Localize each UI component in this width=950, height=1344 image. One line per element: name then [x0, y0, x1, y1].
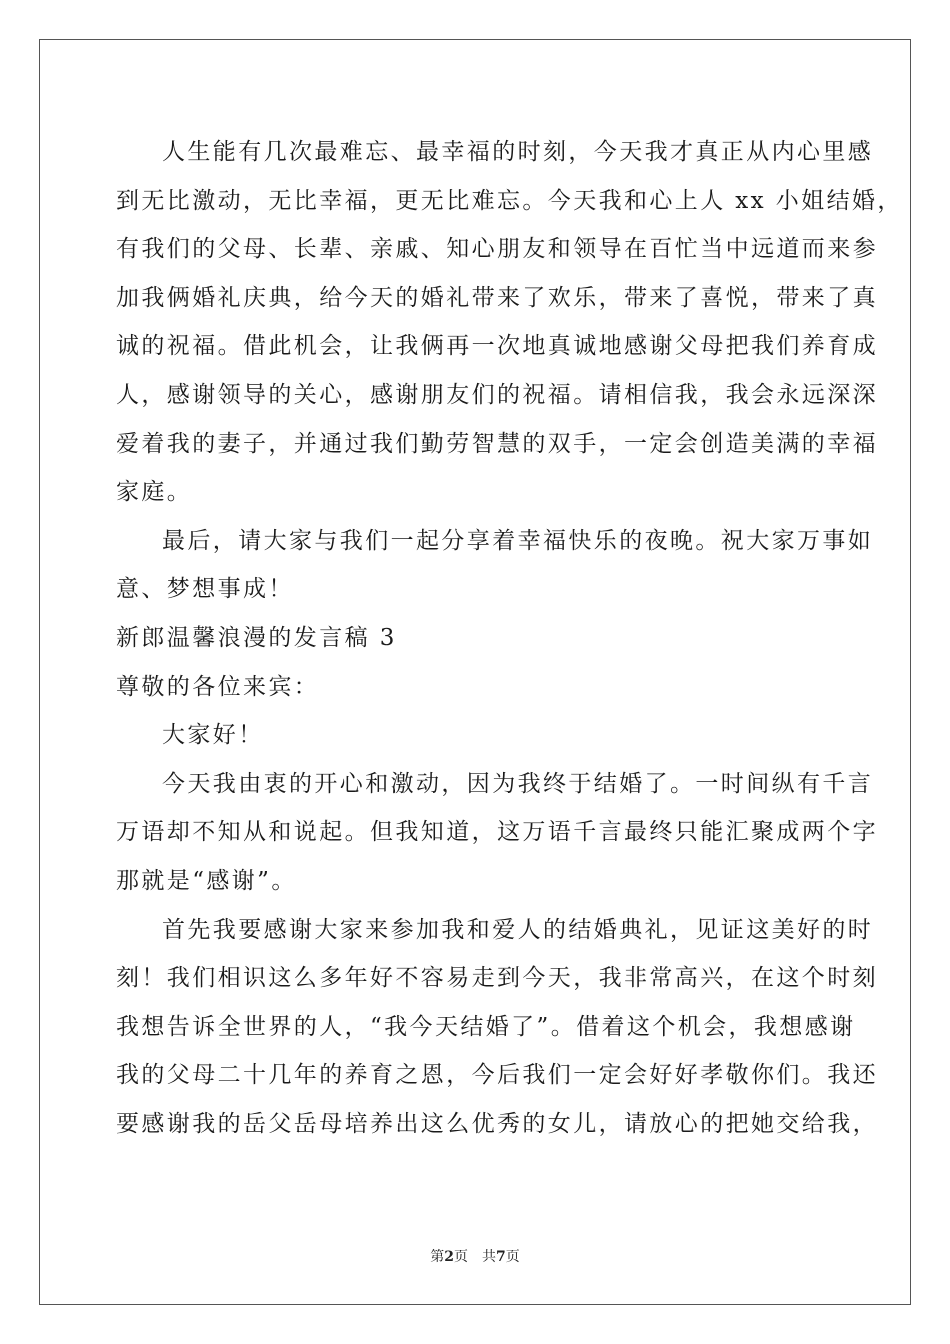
- text-line: 诚的祝福。借此机会，让我俩再一次地真诚地感谢父母把我们养育成: [116, 333, 878, 360]
- text-line: 要感谢我的岳父岳母培养出这么优秀的女儿，请放心的把她交给我，: [116, 1110, 878, 1137]
- text-line: 到无比激动，无比幸福，更无比难忘。今天我和心上人 xx 小姐结婚，: [116, 187, 903, 214]
- text-line: 爱着我的妻子，并通过我们勤劳智慧的双手，一定会创造美满的幸福: [116, 430, 878, 457]
- page-prefix: 第: [430, 1249, 445, 1265]
- text-line: 首先我要感谢大家来参加我和爱人的结婚典礼，见证这美好的时: [162, 916, 874, 943]
- text-line: 我的父母二十几年的养育之恩，今后我们一定会好好孝敬你们。我还: [116, 1062, 878, 1089]
- text-line: 我想告诉全世界的人，“我今天结婚了”。借着这个机会，我想感谢: [116, 1013, 856, 1040]
- text-line: 有我们的父母、长辈、亲戚、知心朋友和领导在百忙当中远道而来参: [116, 236, 878, 263]
- page-suffix: 页: [454, 1249, 468, 1265]
- total-pages: 7: [496, 1249, 506, 1265]
- greeting: 大家好！: [162, 722, 264, 749]
- page-footer: [0, 1247, 950, 1267]
- text-line: 意、梦想事成！: [116, 576, 294, 603]
- text-line: 家庭。: [116, 479, 193, 506]
- total-prefix: 共: [482, 1249, 496, 1265]
- text-line: 人，感谢领导的关心，感谢朋友们的祝福。请相信我，我会永远深深: [116, 381, 878, 408]
- text-line: 今天我由衷的开心和激动，因为我终于结婚了。一时间纵有千言: [162, 770, 874, 797]
- page-number: 2: [444, 1249, 454, 1265]
- total-suffix: 页: [505, 1249, 520, 1265]
- text-line: 刻！我们相识这么多年好不容易走到今天，我非常高兴，在这个时刻: [116, 965, 878, 992]
- text-line: 最后，请大家与我们一起分享着幸福快乐的夜晚。祝大家万事如: [162, 527, 874, 554]
- text-line: 万语却不知从和说起。但我知道，这万语千言最终只能汇聚成两个字: [116, 819, 878, 846]
- text-line: 人生能有几次最难忘、最幸福的时刻，今天我才真正从内心里感: [162, 139, 874, 165]
- document-body: [116, 128, 903, 1148]
- section-heading: 新郎温馨浪漫的发言稿 3: [116, 624, 397, 651]
- salutation: 尊敬的各位来宾：: [116, 673, 320, 700]
- text-line: 加我俩婚礼庆典，给今天的婚礼带来了欢乐，带来了喜悦，带来了真: [116, 284, 878, 311]
- text-line: 那就是“感谢”。: [116, 867, 297, 894]
